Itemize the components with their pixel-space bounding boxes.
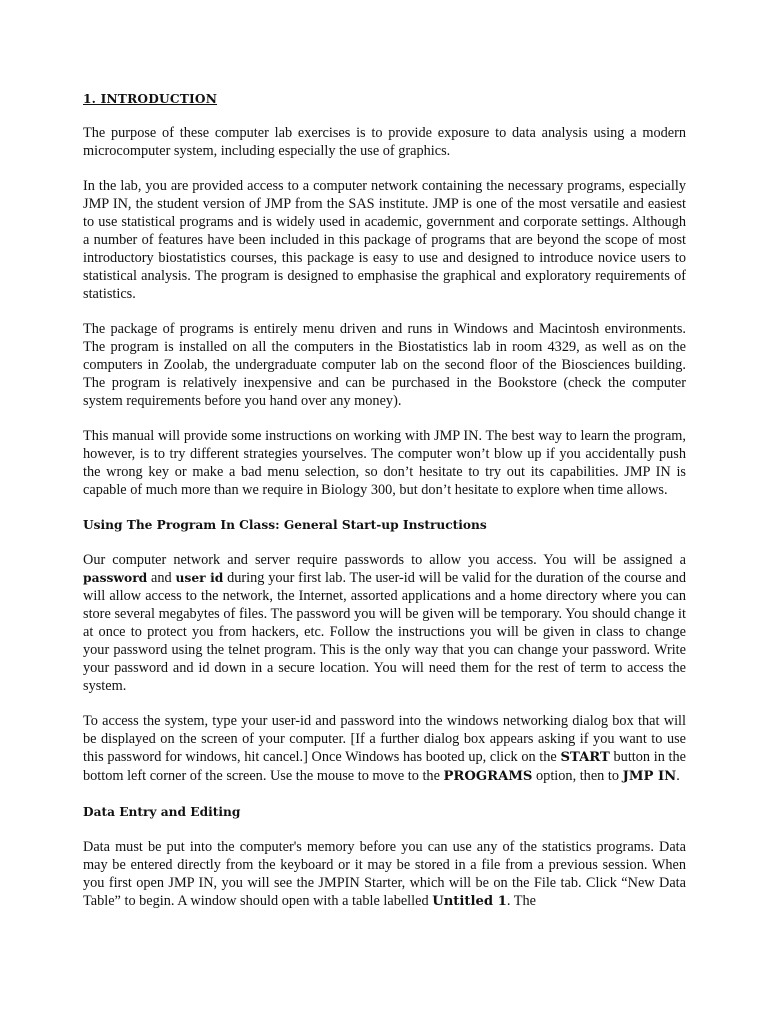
- text-run: during your first lab. The user-id will be valid for the duration of the course and will allow access to the network, the Internet, assorted applications and a home directory where you can store several megabytes of files. The password you will be given will be temporary. You should change it at once to protect you from hackers, etc. Follow the instructions you will be given in class to change your password using the telnet program. This is the only way that you can change your password. Write your password and id down in a secure location. You will need them for the rest of term to access the system.: [83, 570, 686, 694]
- data-entry-heading: Data Entry and Editing: [83, 805, 241, 819]
- intro-paragraph-2: In the lab, you are provided access to a computer network containing the necessary programs, especially JMP IN, the student version of JMP from the SAS institute. JMP is one of the most versatile and easiest to use statistical programs and is widely used in academic, government and corporate settings. Although a number of features have been included in this package of programs that are beyond the scope of most introductory biostatistics courses, this package is easy to use and designed to introduce novice users to statistical analysis. The program is designed to emphasise the graphical and exploratory requirements of statistics.: [83, 178, 686, 302]
- keyword-programs: PROGRAMS: [443, 769, 533, 784]
- intro-paragraph-4: This manual will provide some instructions on working with JMP IN. The best way to learn the program, however, is to try different strategies yourselves. The computer won’t blow up if you accidentally push the wrong key or make a bad menu selection, so don’t hesitate to try out its capabilities. JMP IN is capable of much more than we require in Biology 300, but don’t hesitate to explore when time allows.: [83, 428, 686, 498]
- text-run: .: [676, 768, 680, 784]
- keyword-user-id: user id: [175, 570, 224, 585]
- text-run: button in the bottom left corner of the screen. Use the mouse to move to the: [83, 749, 686, 784]
- keyword-start: START: [560, 750, 610, 765]
- data-entry-paragraph-1: [83, 838, 686, 911]
- section-title: 1. INTRODUCTION: [83, 92, 218, 106]
- startup-paragraph-1: [83, 551, 686, 695]
- text-run: and: [147, 570, 176, 586]
- keyword-password: password: [83, 570, 148, 585]
- keyword-untitled-1: Untitled 1: [432, 894, 507, 909]
- text-run: Our computer network and server require passwords to allow you access. You will be assigned a: [83, 552, 686, 568]
- startup-paragraph-2: [83, 712, 686, 786]
- text-run: Data must be put into the computer's memory before you can use any of the statistics programs. Data may be entered directly from the keyboard or it may be stored in a file from a previous session. When you first open JMP IN, you will see the JMPIN Starter, which will be on the File tab. Click “New Data Table” to begin. A window should open with a table labelled: [83, 839, 686, 909]
- text-run: To access the system, type your user-id and password into the windows networking dialog box that will be displayed on the screen of your computer. [If a further dialog box appears asking if you want to use this password for windows, hit cancel.] Once Windows has booted up, click on the: [83, 713, 686, 765]
- intro-paragraph-3: The package of programs is entirely menu driven and runs in Windows and Macintosh environments. The program is installed on all the computers in the Biostatistics lab in room 4329, as well as on the computers in Zoolab, the undergraduate computer lab on the second floor of the Biosciences building. The program is relatively inexpensive and can be purchased in the Bookstore (check the computer system requirements before you hand over any money).: [83, 321, 686, 409]
- keyword-jmp-in: JMP IN: [622, 769, 677, 784]
- text-run: . The: [506, 893, 536, 909]
- startup-heading: Using The Program In Class: General Start-up Instructions: [83, 518, 487, 532]
- text-run: option, then to: [532, 768, 623, 784]
- intro-paragraph-1: The purpose of these computer lab exercises is to provide exposure to data analysis using a modern microcomputer system, including especially the use of graphics.: [83, 125, 686, 159]
